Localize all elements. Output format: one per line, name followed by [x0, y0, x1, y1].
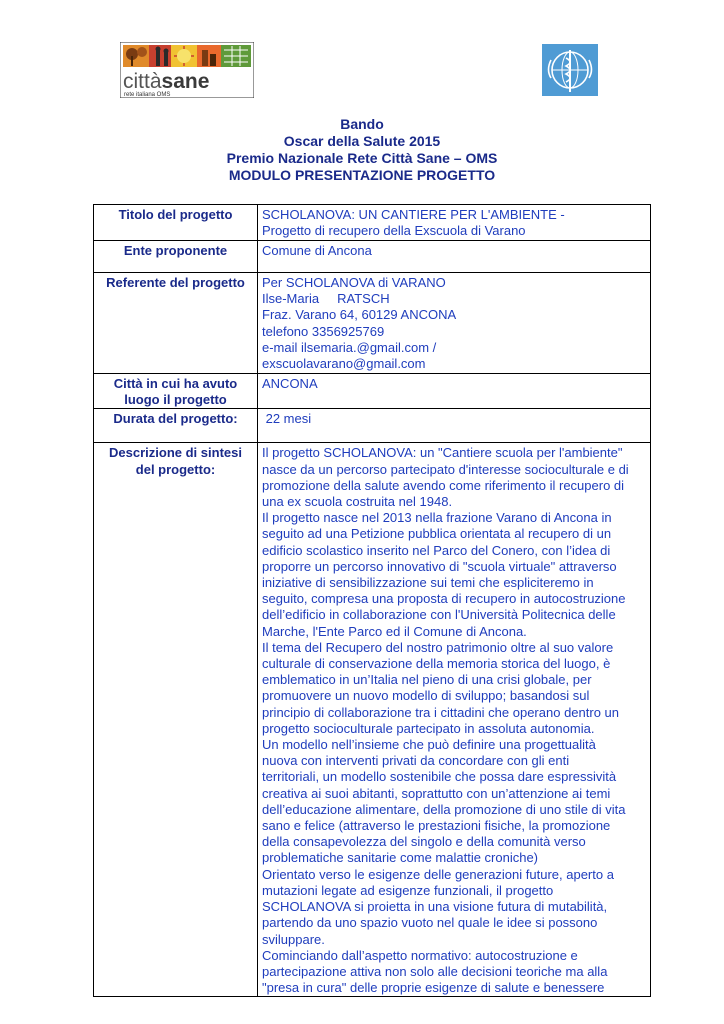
- description-line: "presa in cura" delle proprie esigenze di salute e benessere: [262, 980, 605, 996]
- label-descrizione: Descrizione di sintesi del progetto:: [94, 443, 258, 997]
- table-row-titolo: [94, 205, 651, 241]
- value-line: Comune di Ancona: [262, 243, 372, 258]
- value-descrizione: [258, 443, 651, 997]
- description-line: Il progetto nasce nel 2013 nella frazione Varano di Ancona in: [262, 510, 612, 526]
- description-line: creativa ai suoi abitanti, soprattutto con un’attenzione ai temi: [262, 785, 611, 801]
- who-emblem-icon: [542, 44, 598, 96]
- description-line: Un modello nell’insieme che può definire una progettualità: [262, 737, 596, 753]
- project-form-table: [93, 204, 651, 997]
- description-line: Cominciando dall’aspetto normativo: autocostruzione e: [262, 947, 578, 963]
- cittasane-logo: [120, 42, 254, 98]
- document-title: [0, 116, 724, 184]
- description-line: edificio scolastico inserito nel Parco del Conero, con l’idea di: [262, 542, 611, 558]
- value-durata: [258, 409, 651, 443]
- value-line: telefono 3356925769: [262, 323, 385, 339]
- description-line: Il tema del Recupero del nostro patrimonio oltre al suo valore: [262, 639, 614, 655]
- description-line: una ex scuola costruita nel 1948.: [262, 494, 453, 510]
- value-line: Fraz. Varano 64, 60129 ANCONA: [262, 307, 457, 323]
- label-ente: Ente proponente: [94, 241, 258, 273]
- description-line: partendo da uno spazio vuoto nel quale le idee si possono: [262, 915, 598, 931]
- table-row-descrizione: [94, 443, 651, 997]
- cittasane-wordmark: cittàsane: [123, 70, 210, 93]
- label-referente: Referente del progetto: [94, 273, 258, 374]
- description-line: nuova con interventi privati da concordare con gli enti: [262, 753, 570, 769]
- value-ente: [258, 241, 651, 273]
- description-line: promozione della salute avendo come riferimento il recupero di: [262, 477, 625, 493]
- description-line: della consapevolezza del singolo e della comunità verso: [262, 834, 586, 850]
- value-line: SCHOLANOVA: UN CANTIERE PER L'AMBIENTE -: [262, 207, 565, 222]
- description-line: partecipazione attiva non solo alle decisioni teoriche ma alla: [262, 963, 608, 979]
- description-line: Il progetto SCHOLANOVA: un "Cantiere scuola per l'ambiente": [262, 445, 623, 461]
- cittasane-tagline: rete italiana OMS: [124, 92, 171, 98]
- description-line: SCHOLANOVA si proietta in una visione futura di mutabilità,: [262, 899, 608, 915]
- description-line: territoriali, un modello sostenibile che possa dare espressività: [262, 769, 617, 785]
- label-citta: Città in cui ha avuto luogo il progetto: [94, 374, 258, 409]
- value-titolo: [258, 205, 651, 241]
- description-line: mutazioni legate ad esigenze funzionali, il progetto: [262, 882, 554, 898]
- value-line: Progetto di recupero della Exscuola di Varano: [262, 223, 526, 239]
- table-row-referente: [94, 273, 651, 374]
- description-line: culturale di conservazione della memoria storica del luogo, è: [262, 656, 611, 672]
- description-line: promuovere un nuovo modello di sviluppo; basandosi sul: [262, 688, 590, 704]
- value-line: Per SCHOLANOVA di VARANO: [262, 275, 446, 290]
- description-line: principio di collaborazione tra i cittadini che operano dentro un: [262, 704, 619, 720]
- description-line: sano e felice (attraverso le prestazioni fisiche, la promozione: [262, 818, 611, 834]
- description-line: dell’edificio in collaborazione con l'Università Politecnica delle: [262, 607, 616, 623]
- description-line: problematiche sanitarie come malattie croniche): [262, 850, 539, 866]
- description-line: Marche, l'Ente Parco ed il Comune di Ancona.: [262, 623, 527, 639]
- description-line: dell’educazione alimentare, della promozione di uno stile di vita: [262, 801, 626, 817]
- description-line: progetto socioculturale partecipato in assoluta autonomia.: [262, 720, 595, 736]
- title-line-premio: Premio Nazionale Rete Città Sane – OMS: [226, 150, 498, 166]
- description-line: emblematico in un’Italia nel pieno di una crisi globale, per: [262, 672, 592, 688]
- description-line: seguito ad una Petizione pubblica orientata al recupero di un: [262, 526, 612, 542]
- description-line: nasce da un percorso partecipato d'interesse socioculturale e di: [262, 461, 629, 477]
- title-line-bando: Bando: [340, 116, 384, 132]
- table-row-ente: [94, 241, 651, 273]
- description-line: proporre un percorso innovativo di "scuola virtuale" attraverso: [262, 558, 617, 574]
- value-citta: [258, 374, 651, 409]
- table-row-durata: [94, 409, 651, 443]
- value-line: exscuolavarano@gmail.com: [262, 356, 426, 372]
- value-line: 22 mesi: [262, 411, 312, 427]
- label-titolo: Titolo del progetto: [94, 205, 258, 241]
- table-row-citta: [94, 374, 651, 409]
- description-line: iniziative di sensibilizzazione sui temi che espliciteremo in: [262, 575, 594, 591]
- title-line-oscar: Oscar della Salute 2015: [283, 133, 441, 149]
- value-line: Ilse-Maria RATSCH: [262, 291, 390, 307]
- value-referente: [258, 273, 651, 374]
- label-durata: Durata del progetto:: [94, 409, 258, 443]
- title-line-modulo: MODULO PRESENTAZIONE PROGETTO: [228, 167, 496, 183]
- description-line: sviluppare.: [262, 931, 325, 947]
- description-line: seguito, compresa una proposta di recupero in autocostruzione: [262, 591, 626, 607]
- value-line: ANCONA: [262, 376, 318, 391]
- value-line: e-mail ilsemaria.@gmail.com /: [262, 339, 437, 355]
- cittasane-logo-graphic: [120, 42, 254, 98]
- description-line: Orientato verso le esigenze delle generazioni future, aperto a: [262, 866, 614, 882]
